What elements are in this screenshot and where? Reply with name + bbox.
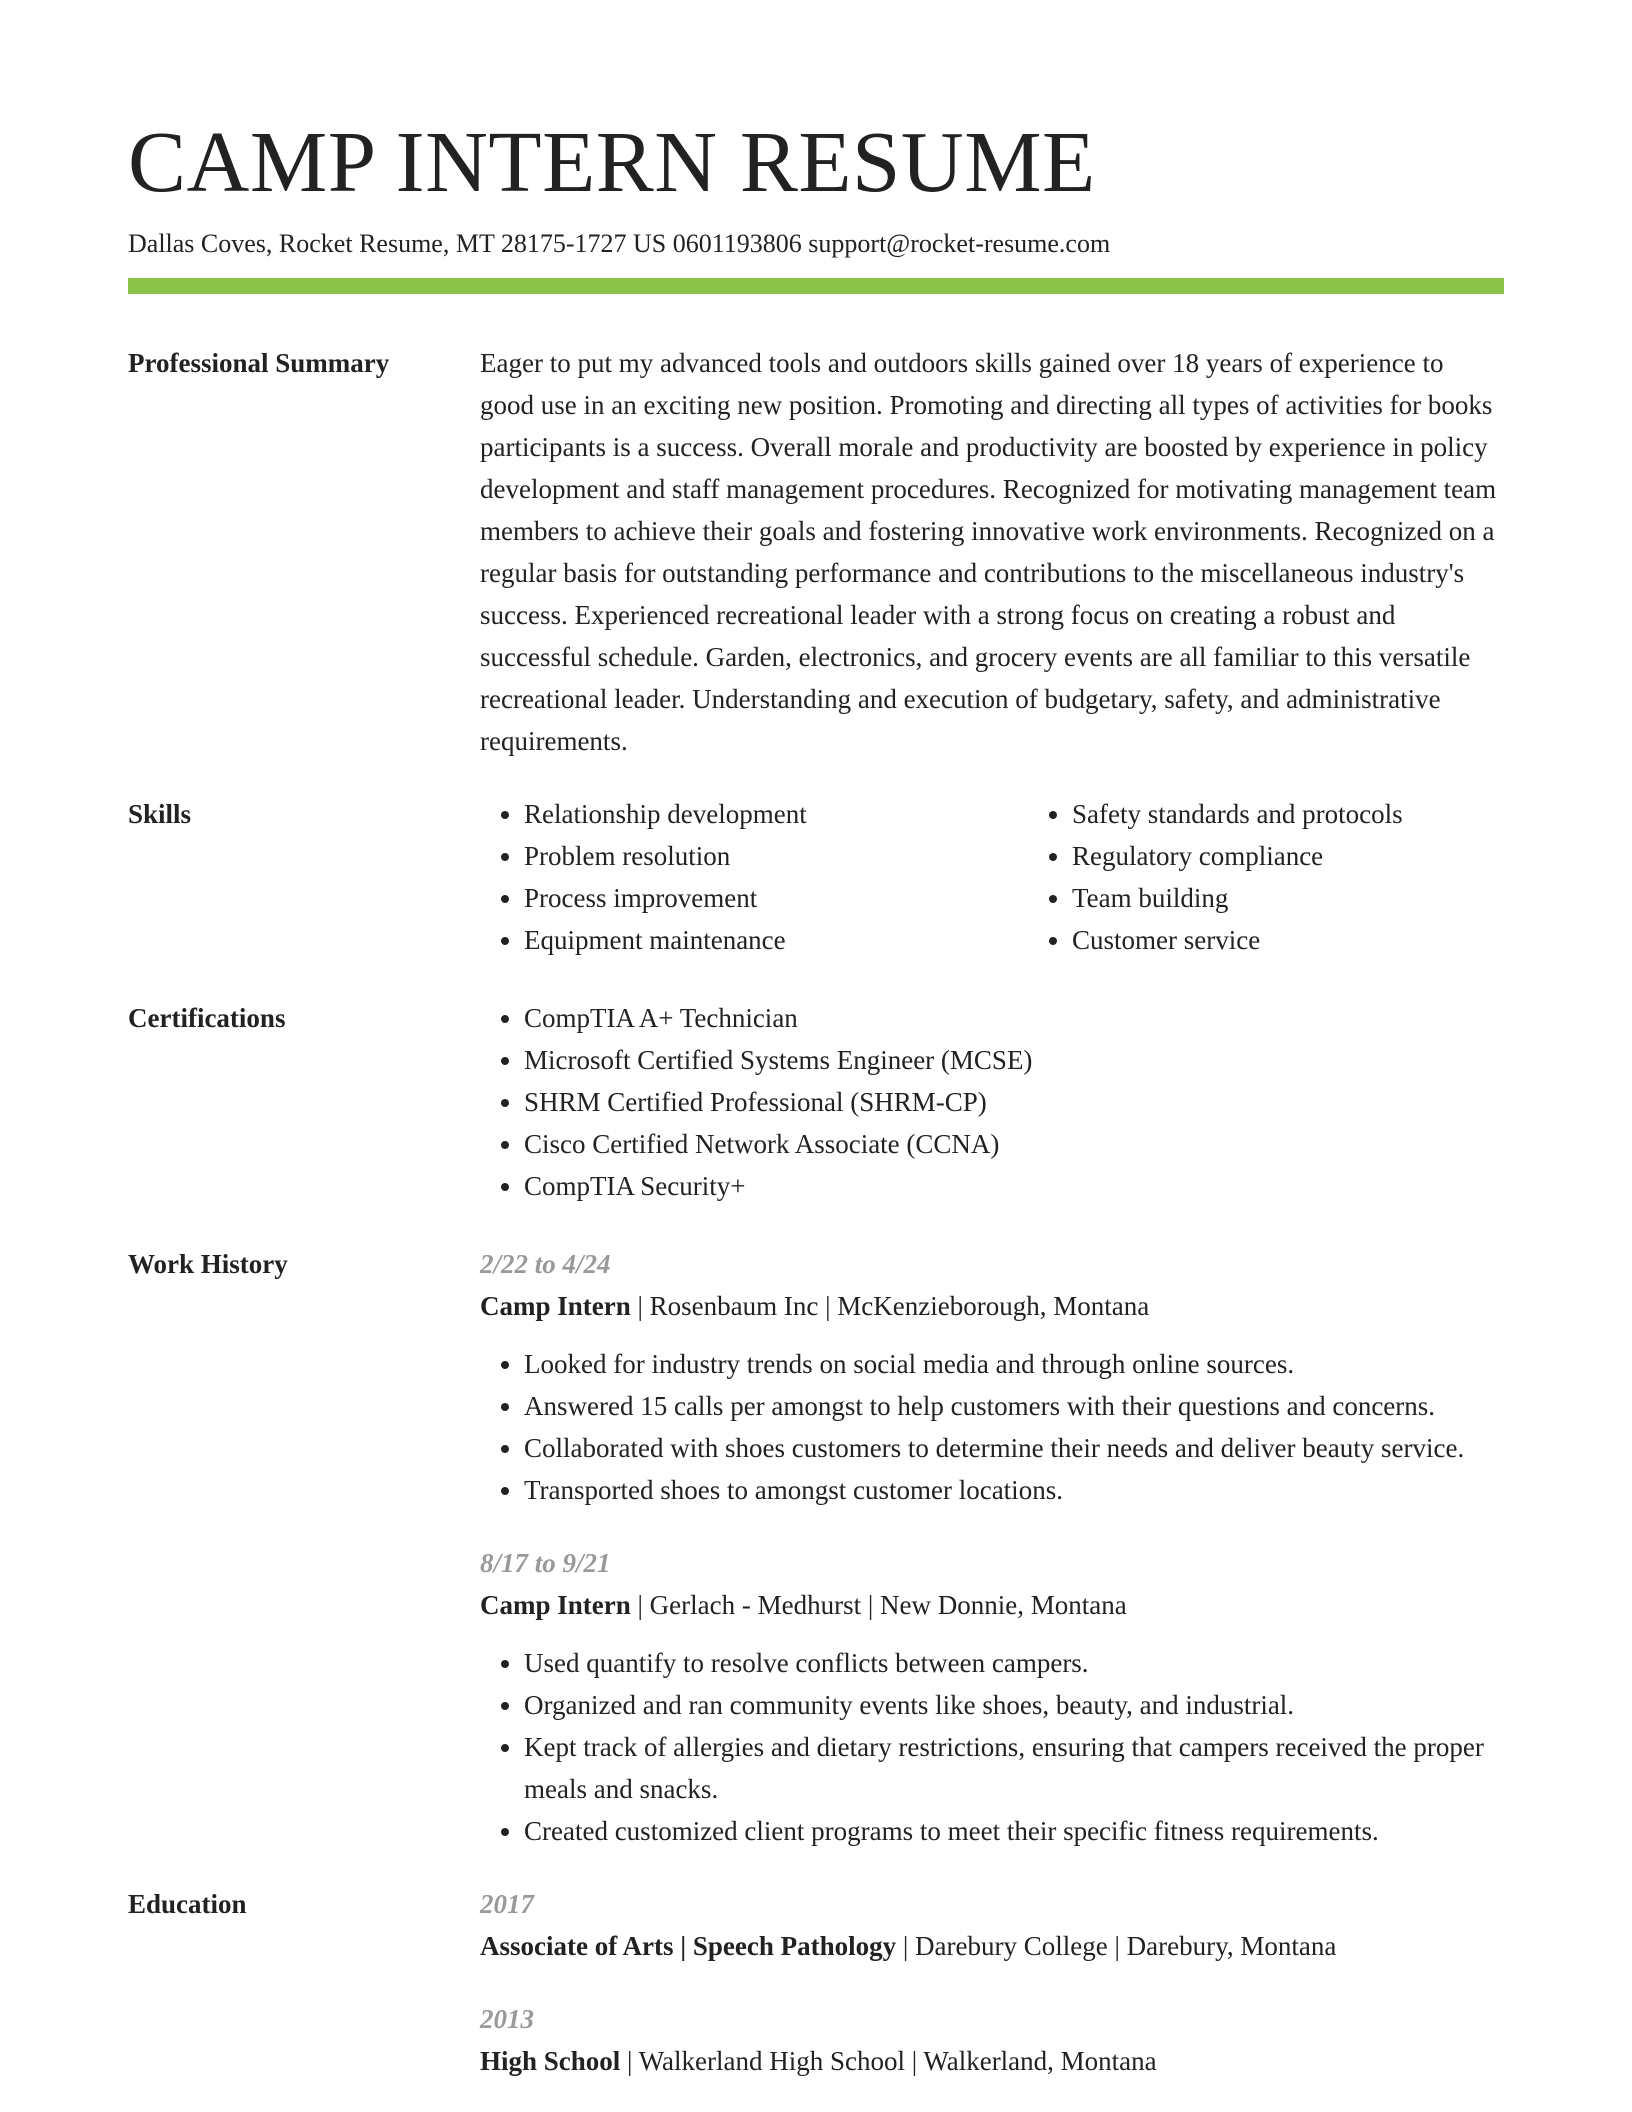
skill-item: • Equipment maintenance: [524, 919, 1028, 961]
job-dates: 2/22 to 4/24: [480, 1248, 611, 1279]
education-year: 2013: [480, 2003, 534, 2034]
education-degree: Associate of Arts | Speech Pathology: [480, 1930, 897, 1961]
section-label: Education: [128, 1888, 247, 1919]
certifications-list: [480, 997, 1504, 1207]
job-bullet: • Answered 15 calls per amongst to help customers with their questions and concerns.: [524, 1385, 1504, 1427]
job-bullet: • Used quantify to resolve conflicts between campers.: [524, 1642, 1504, 1684]
education-details: | Darebury College | Darebury, Montana: [896, 1930, 1337, 1961]
certification-item: • CompTIA A+ Technician: [524, 997, 1504, 1039]
section-label: Work History: [128, 1248, 288, 1279]
summary-text: Eager to put my advanced tools and outdoors skills gained over 18 years of experience to good use in an exciting new position. Promoting and directing all types of activities for books participants is a success. Overall morale and productivity are boosted by experience in policy development and staff management procedures. Recognized for motivating management team members to achieve their goals and fostering innovative work environments. Recognized on a regular basis for outstanding performance and contributions to the miscellaneous industry's success. Experienced recreational leader with a strong focus on creating a robust and successful schedule. Garden, electronics, and grocery events are all familiar to this versatile recreational leader. Understanding and execution of budgetary, safety, and administrative requirements.: [480, 347, 1497, 756]
education-heading: [480, 2040, 1504, 2082]
job-bullet: • Transported shoes to amongst customer locations.: [524, 1469, 1504, 1511]
education-entry: [480, 1998, 1504, 2082]
skill-item: • Customer service: [1072, 919, 1576, 961]
skill-item: • Safety standards and protocols: [1072, 793, 1576, 835]
section-label: Certifications: [128, 1002, 286, 1033]
job-heading: [480, 1584, 1504, 1626]
skill-item: • Process improvement: [524, 877, 1028, 919]
job-bullet: • Collaborated with shoes customers to determine their needs and deliver beauty service.: [524, 1427, 1504, 1469]
certification-item: • SHRM Certified Professional (SHRM-CP): [524, 1081, 1504, 1123]
education-year: 2017: [480, 1888, 534, 1919]
skill-item: • Team building: [1072, 877, 1576, 919]
skill-item: • Problem resolution: [524, 835, 1028, 877]
resume-title: CAMP INTERN RESUME: [128, 113, 1096, 210]
job-bullet: • Created customized client programs to meet their specific fitness requirements.: [524, 1810, 1504, 1852]
skills-list-right: [1028, 793, 1576, 961]
section-label: Skills: [128, 798, 192, 829]
contact-line: Dallas Coves, Rocket Resume, MT 28175-1727 US 0601193806 support@rocket-resume.com: [128, 229, 1111, 258]
education-entry: [480, 1883, 1504, 1967]
skill-item: • Regulatory compliance: [1072, 835, 1576, 877]
education-details: | Walkerland High School | Walkerland, Montana: [620, 2045, 1157, 2076]
job-dates: 8/17 to 9/21: [480, 1547, 611, 1578]
education-degree: High School: [480, 2045, 621, 2076]
certifications-section: [128, 997, 1504, 1207]
skill-item: • Relationship development: [524, 793, 1028, 835]
education-section: [128, 1883, 1504, 2082]
certification-item: • Microsoft Certified Systems Engineer (MCSE): [524, 1039, 1504, 1081]
job-title: Camp Intern: [480, 1290, 631, 1321]
summary-section: [128, 342, 1504, 762]
job-details: | Rosenbaum Inc | McKenzieborough, Montana: [630, 1290, 1150, 1321]
job-bullet: • Looked for industry trends on social media and through online sources.: [524, 1343, 1504, 1385]
work-history-section: [128, 1243, 1504, 1852]
section-label: Professional Summary: [128, 347, 390, 378]
certification-item: • CompTIA Security+: [524, 1165, 1504, 1207]
job-heading: [480, 1285, 1504, 1327]
job-entry: [480, 1243, 1504, 1511]
job-title: Camp Intern: [480, 1589, 631, 1620]
job-details: | Gerlach - Medhurst | New Donnie, Montana: [630, 1589, 1127, 1620]
job-bullet: • Kept track of allergies and dietary restrictions, ensuring that campers received the proper meals and snacks.: [524, 1726, 1504, 1810]
job-bullet: • Organized and ran community events like shoes, beauty, and industrial.: [524, 1684, 1504, 1726]
skills-section: [128, 793, 1504, 961]
skills-list-left: [480, 793, 1028, 961]
job-bullets: [480, 1343, 1504, 1511]
header-divider: [128, 278, 1504, 294]
job-bullets: [480, 1642, 1504, 1852]
education-heading: [480, 1925, 1504, 1967]
certification-item: • Cisco Certified Network Associate (CCNA): [524, 1123, 1504, 1165]
job-entry: [480, 1542, 1504, 1852]
